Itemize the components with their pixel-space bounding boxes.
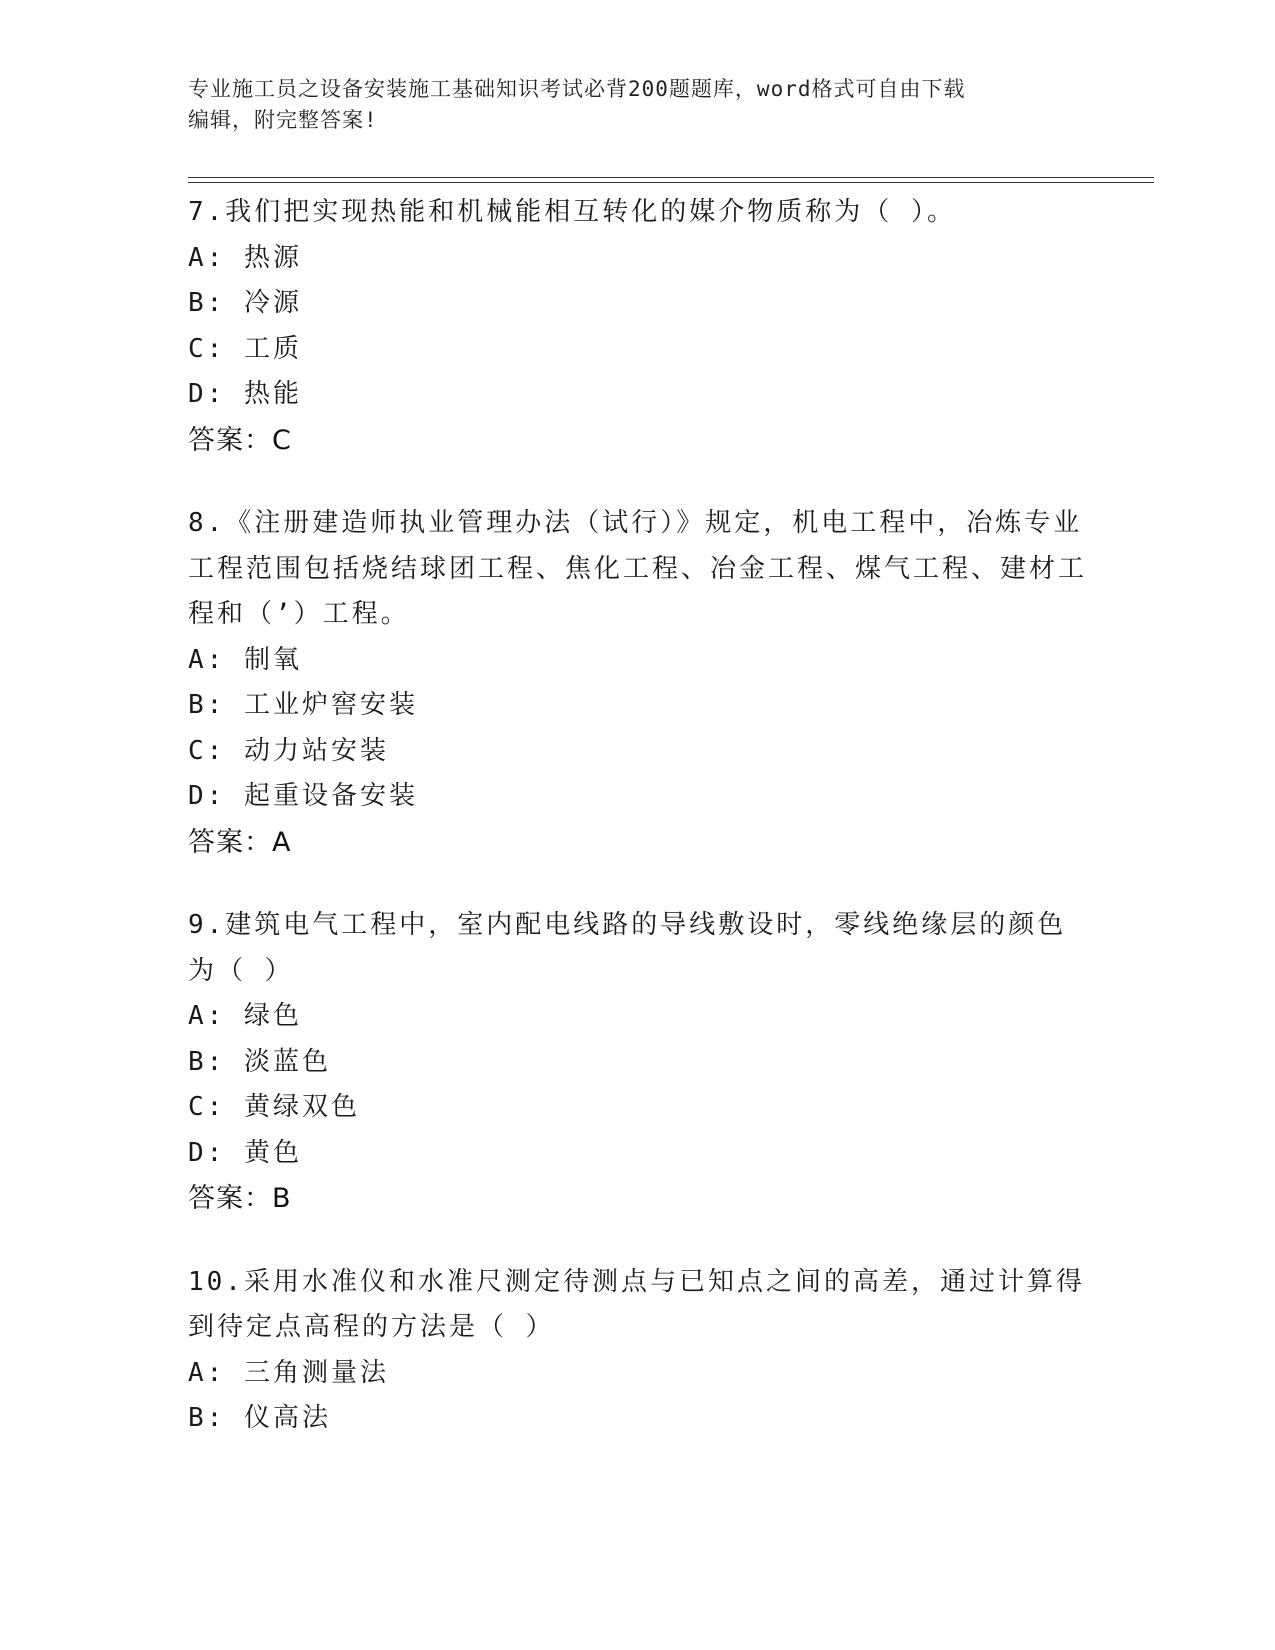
question-stem: 10.采用水准仪和水准尺测定待测点与已知点之间的高差，通过计算得到待定点高程的方法是（ ）: [188, 1266, 1085, 1342]
header-title-line-2: 编辑，附完整答案!: [188, 108, 378, 132]
option-a: A: 绿色: [188, 1001, 302, 1031]
option-a: A: 热源: [188, 242, 302, 273]
option-c: C: 动力站安装: [188, 735, 389, 766]
question-9: [188, 903, 1088, 1222]
document-header: [188, 74, 1068, 136]
option-c: C: 黄绿双色: [188, 1092, 360, 1122]
option-b: B: 淡蓝色: [188, 1046, 331, 1077]
question-stem: 9.建筑电气工程中，室内配电线路的导线敷设时，零线绝缘层的颜色为（ ）: [188, 910, 1067, 986]
question-list: [188, 190, 1088, 1480]
answer-line: 答案：C: [188, 424, 292, 456]
question-stem: 8.《注册建造师执业管理办法（试行）》规定，机电工程中，冶炼专业工程范围包括烧结球团工程、焦化工程、冶金工程、煤气工程、建材工程和（’）工程。: [188, 508, 1088, 629]
question-8: [188, 501, 1088, 865]
answer-line: 答案：A: [188, 826, 292, 858]
option-d: D: 起重设备安装: [188, 781, 418, 811]
header-divider-bottom: [188, 182, 1154, 183]
question-10: [188, 1260, 1088, 1442]
option-b: B: 工业炉窖安装: [188, 690, 418, 720]
question-7: [188, 190, 1088, 463]
option-b: B: 冷源: [188, 288, 302, 318]
answer-line: 答案：B: [188, 1183, 292, 1214]
option-a: A: 三角测量法: [188, 1357, 389, 1388]
option-c: C: 工质: [188, 333, 302, 364]
option-d: D: 黄色: [188, 1137, 302, 1168]
option-a: A: 制氧: [188, 644, 302, 675]
option-b: B: 仪高法: [188, 1403, 331, 1433]
header-divider-top: [188, 177, 1154, 178]
header-title-line-1: 专业施工员之设备安装施工基础知识考试必背200题题库，word格式可自由下载: [188, 77, 966, 101]
option-d: D: 热能: [188, 379, 302, 409]
question-stem: 7.我们把实现热能和机械能相互转化的媒介物质称为（ ）。: [188, 197, 956, 227]
